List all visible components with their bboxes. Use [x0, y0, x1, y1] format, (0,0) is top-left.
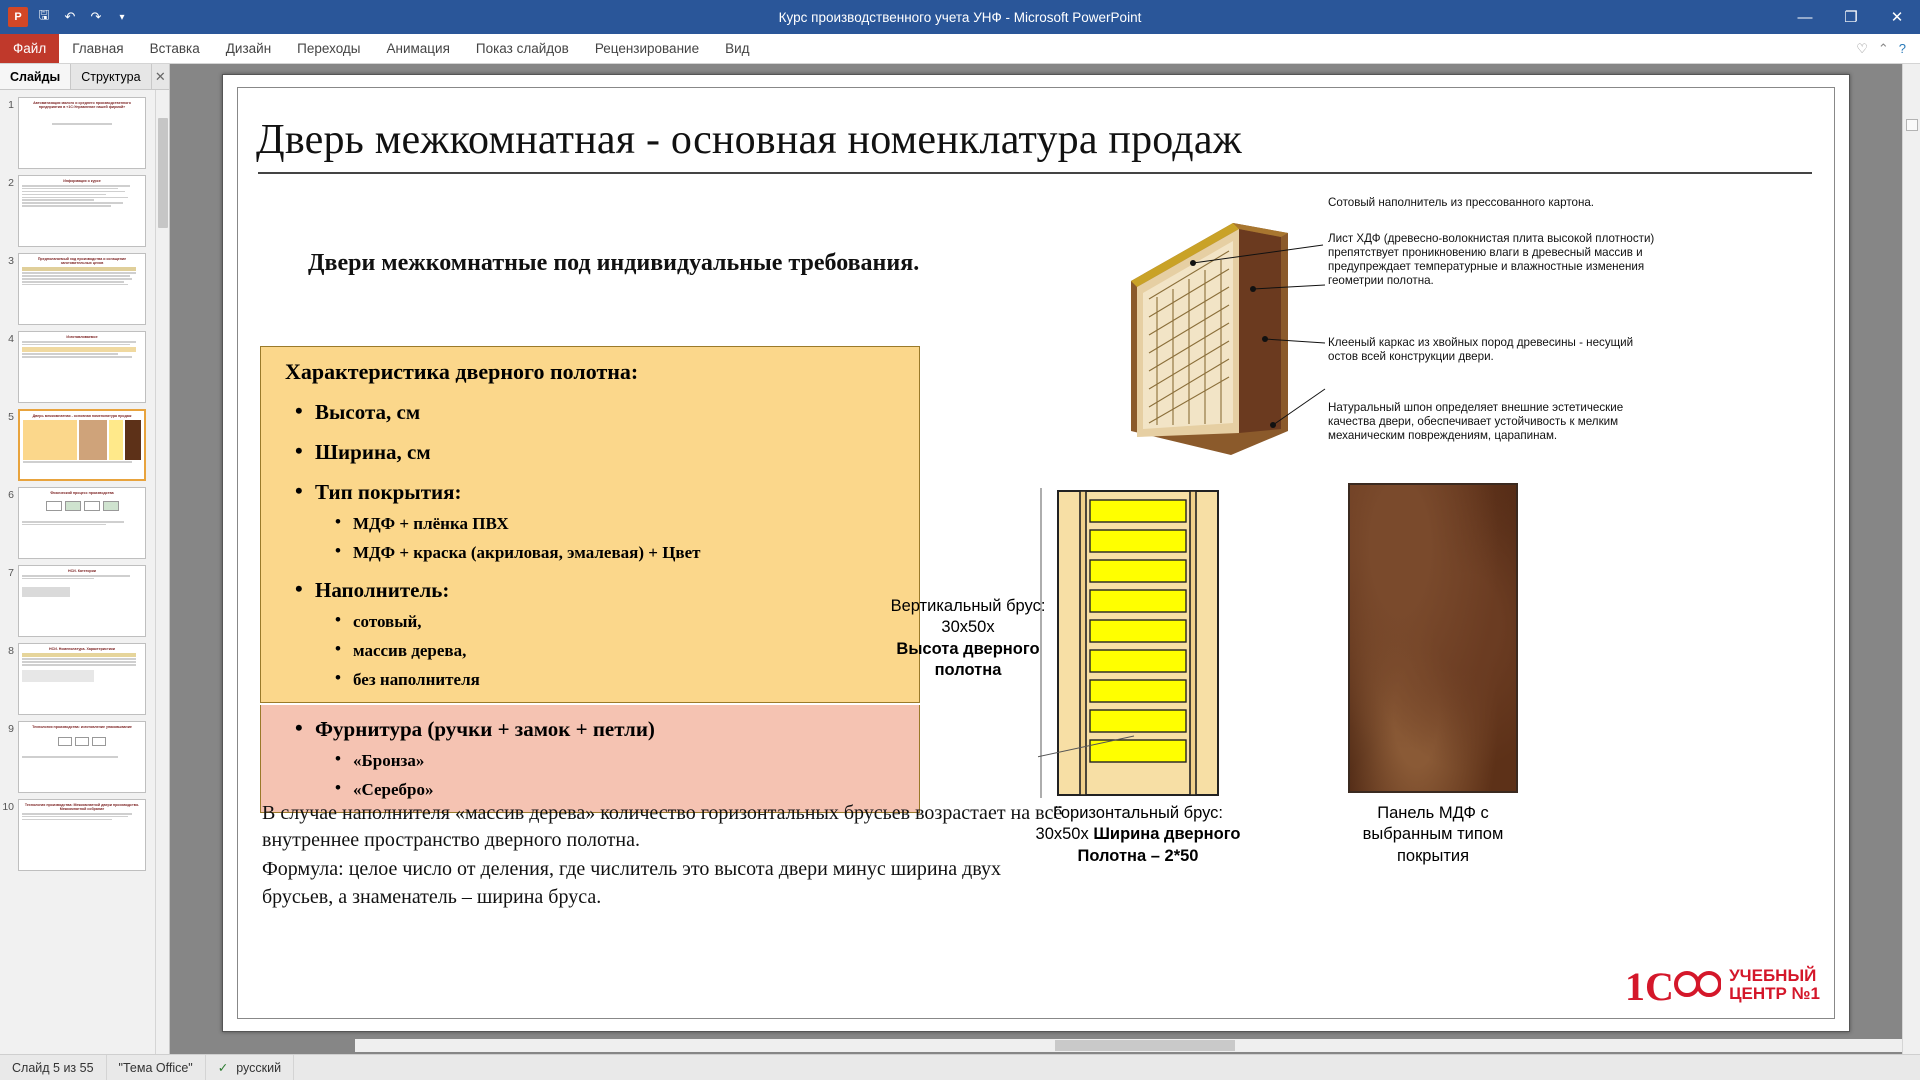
status-slide-counter: Слайд 5 из 55	[0, 1055, 107, 1080]
bullet-subitem: • МДФ + краска (акриловая, эмалевая) + Цвет	[333, 543, 907, 563]
powerpoint-logo-icon: P	[8, 7, 28, 27]
tab-slideshow[interactable]: Показ слайдов	[475, 41, 569, 56]
thumbnail-title: Автоматизация малого и среднего производственного предприятия в «1С:Управление нашей фирмой»	[33, 101, 131, 109]
vertical-beam-line4: полотна	[934, 661, 1002, 680]
characteristics-heading: Характеристика дверного полотна:	[285, 359, 639, 384]
callout-frame: Клееный каркас из хвойных пород древесины - несущий остов всей конструкции двери.	[1328, 336, 1634, 364]
scrollbar-thumb[interactable]	[158, 118, 168, 228]
vertical-beam-line1: Вертикальный брус:	[890, 597, 1046, 615]
explanatory-text[interactable]	[262, 800, 1072, 911]
slide-thumbnail[interactable]	[18, 565, 146, 637]
title-bar	[0, 0, 1920, 34]
close-button[interactable]: ✕	[1890, 9, 1904, 26]
pane-tab-outline[interactable]: Структура	[71, 64, 151, 89]
right-rail[interactable]	[1902, 64, 1920, 1080]
bullet-subitem: • МДФ + плёнка ПВХ	[333, 514, 907, 534]
slide-number: 10	[2, 801, 14, 813]
thumbnail-title: Изготавливаемое	[66, 335, 98, 339]
svg-text:1С: 1С	[1625, 964, 1674, 1008]
vertical-beam-label	[878, 596, 1058, 682]
thumbnail-body	[22, 267, 142, 285]
horizontal-beam-line2: 30х50х	[1035, 825, 1089, 844]
pane-tab-slides[interactable]: Слайды	[0, 64, 71, 89]
ribbon-tab-bar[interactable]	[0, 34, 1920, 64]
thumbnail-body	[22, 813, 142, 820]
vertical-beam-line2: 30х50х	[941, 618, 995, 637]
status-language[interactable]: русский	[236, 1060, 282, 1075]
bullet-item: • Ширина, см	[291, 440, 907, 465]
bullet-subitem: • «Серебро»	[333, 780, 907, 800]
horizontal-beam-label	[1013, 803, 1263, 867]
window-controls[interactable]	[1782, 0, 1920, 34]
redo-icon[interactable]: ↷	[90, 9, 102, 24]
list-item[interactable]	[0, 250, 155, 328]
tab-insert[interactable]: Вставка	[149, 41, 200, 56]
minimize-button[interactable]: —	[1797, 8, 1813, 26]
horizontal-beam-line3: Ширина дверного	[1093, 825, 1241, 844]
window-title: Курс производственного учета УНФ - Microsoft PowerPoint	[778, 9, 1142, 25]
list-item[interactable]	[0, 718, 155, 796]
thumbnail-title: Физический процесс производства	[50, 491, 114, 495]
list-item[interactable]	[0, 796, 155, 874]
slide-number: 4	[8, 333, 14, 345]
pane-toggle-icon[interactable]	[1906, 119, 1918, 131]
horizontal-beam-line1: Горизонтальный брус:	[1053, 804, 1223, 822]
tab-file[interactable]: Файл	[0, 34, 59, 63]
mdf-line1: Панель МДФ с	[1377, 804, 1489, 822]
bullet-subitem: • «Бронза»	[333, 751, 907, 771]
thumbnail-body	[22, 501, 142, 511]
tab-transitions[interactable]: Переходы	[297, 41, 361, 56]
bullet-subitem: • массив дерева,	[333, 641, 907, 661]
logo-line2: ЦЕНТР №1	[1729, 984, 1820, 1003]
bullet-item: • Фурнитура (ручки + замок + петли)	[291, 717, 907, 742]
list-item[interactable]	[0, 328, 155, 406]
spellcheck-icon[interactable]: ✓	[217, 1061, 229, 1075]
logo-line1: УЧЕБНЫЙ	[1729, 966, 1817, 986]
slide-thumbnail[interactable]	[18, 643, 146, 715]
explanatory-paragraph-2: Формула: целое число от деления, где числитель это высота двери минус ширина двух брусьев, а знаменатель – ширина бруса.	[262, 858, 1002, 908]
slide-thumbnail[interactable]	[18, 331, 146, 403]
tab-animation[interactable]: Анимация	[386, 41, 450, 56]
horizontal-scrollbar[interactable]	[355, 1039, 1920, 1052]
save-icon[interactable]: 🖫	[38, 7, 50, 22]
characteristics-box[interactable]	[260, 346, 920, 703]
list-item[interactable]	[0, 94, 155, 172]
thumbnail-title: НСИ. Номенклатура. Характеристики	[49, 647, 115, 651]
slide-editing-area[interactable]	[170, 64, 1902, 1080]
callout-hdf: Лист ХДФ (древесно-волокнистая плита высокой плотности) препятствует проникновению влаги в древесный массив и предупреждает температурные и влажностные изменения геометрии полотна.	[1328, 232, 1655, 288]
slides-pane	[0, 64, 170, 1080]
slide-thumbnail[interactable]	[18, 253, 146, 325]
scrollbar-thumb[interactable]	[1055, 1040, 1235, 1051]
slide-thumbnail[interactable]	[18, 487, 146, 559]
bullet-subitem: • без наполнителя	[333, 670, 907, 690]
thumbnail-title: Информация о курсе	[63, 179, 101, 183]
slide-number: 3	[8, 255, 14, 267]
tab-view[interactable]: Вид	[725, 41, 750, 56]
slide-thumbnail[interactable]	[18, 175, 146, 247]
thumbnail-title: Технология производства: изготовление упаковывание	[32, 725, 132, 729]
workspace	[0, 64, 1920, 1080]
slide-number: 8	[8, 645, 14, 657]
bullet-subitem: • сотовый,	[333, 612, 907, 632]
list-item[interactable]	[0, 484, 155, 562]
thumbnail-title: Технология производства: Межкомнатной двери производство. Межкомнатной собрание	[24, 803, 140, 811]
thumbnail-title: Дверь межкомнатная - основная номенклатура продаж	[32, 414, 132, 418]
callout-veneer: Натуральный шпон определяет внешние эстетические качества двери, обеспечивает устойчивость к мелким механическим повреждениям, царапинам.	[1328, 401, 1624, 443]
slide-number: 1	[8, 99, 14, 111]
vertical-beam-line3: Высота дверного	[896, 639, 1040, 658]
list-item[interactable]	[0, 406, 155, 484]
bullet-item: • Тип покрытия:	[291, 480, 907, 505]
status-theme[interactable]: "Тема Office"	[107, 1055, 206, 1080]
help-icon[interactable]: ?	[1898, 41, 1906, 56]
logo	[1625, 962, 1820, 1008]
heart-icon[interactable]: ♡	[1856, 40, 1868, 56]
slide-subheading[interactable]: Двери межкомнатные под индивидуальные требования.	[308, 250, 920, 276]
thumbnail-body	[22, 341, 142, 358]
slide-number: 6	[8, 489, 14, 501]
chevron-up-icon[interactable]: ⌃	[1877, 40, 1889, 56]
mdf-panel-image	[1348, 483, 1518, 793]
chevron-down-icon[interactable]: ▾	[119, 11, 125, 23]
page-title[interactable]: Дверь межкомнатная - основная номенклатура продаж	[256, 116, 1814, 164]
thumbnail-body	[23, 420, 141, 460]
restore-button[interactable]: ❐	[1844, 9, 1858, 26]
list-item[interactable]	[0, 562, 155, 640]
slide-thumbnail-list[interactable]	[0, 90, 155, 1080]
status-bar	[0, 1054, 1920, 1080]
slide-content	[237, 87, 1835, 1019]
slide-number: 5	[8, 411, 14, 423]
thumbnail-body	[22, 653, 142, 682]
slide-thumbnail[interactable]	[18, 97, 146, 169]
list-item[interactable]	[0, 172, 155, 250]
thumbnail-title: Предполагаемый ход производства и оснащение заготовительных цехов	[37, 257, 127, 265]
callout-honeycomb: Сотовый наполнитель из прессованного картона.	[1328, 196, 1595, 209]
ribbon-right-icons[interactable]	[1856, 34, 1920, 63]
tab-home[interactable]: Главная	[72, 41, 124, 56]
slide-thumbnail[interactable]	[18, 799, 146, 871]
mdf-line3: покрытия	[1396, 846, 1470, 865]
thumbnail-body	[22, 185, 142, 207]
explanatory-paragraph-1: В случае наполнителя «массив дерева» количество горизонтальных брусьев возрастает на всё внутреннее пространство дверного полотна.	[262, 802, 1063, 852]
bullet-item: • Высота, см	[291, 400, 907, 425]
slides-pane-scrollbar[interactable]	[155, 90, 169, 1080]
one-c-logo-icon	[1625, 962, 1721, 1008]
tab-review[interactable]: Рецензирование	[594, 41, 700, 56]
pane-tab-bar[interactable]	[0, 64, 169, 90]
slide-number: 9	[8, 723, 14, 735]
bullet-item: • Наполнитель:	[291, 578, 907, 603]
status-language-group[interactable]	[206, 1055, 294, 1080]
slide-thumbnail[interactable]	[18, 721, 146, 793]
thumbnail-body	[22, 123, 142, 125]
door-structure-diagram	[1038, 488, 1238, 798]
hardware-box[interactable]	[260, 705, 920, 813]
slide-canvas[interactable]	[222, 74, 1850, 1032]
slide-thumbnail[interactable]	[18, 409, 146, 481]
slide-number: 2	[8, 177, 14, 189]
mdf-line2: выбранным типом	[1362, 825, 1504, 844]
slide-number: 7	[8, 567, 14, 579]
logo-text	[1729, 967, 1820, 1003]
thumbnail-body	[22, 575, 142, 597]
tab-design[interactable]: Дизайн	[225, 41, 272, 56]
close-pane-icon[interactable]: ✕	[154, 68, 166, 84]
thumbnail-body	[22, 737, 142, 746]
undo-icon[interactable]: ↶	[64, 9, 76, 24]
thumbnail-title: НСИ. Категории	[67, 569, 97, 573]
horizontal-beam-line4: Полотна – 2*50	[1077, 846, 1199, 865]
quick-access-toolbar[interactable]	[0, 7, 132, 27]
list-item[interactable]	[0, 640, 155, 718]
mdf-panel-label	[1323, 803, 1543, 867]
